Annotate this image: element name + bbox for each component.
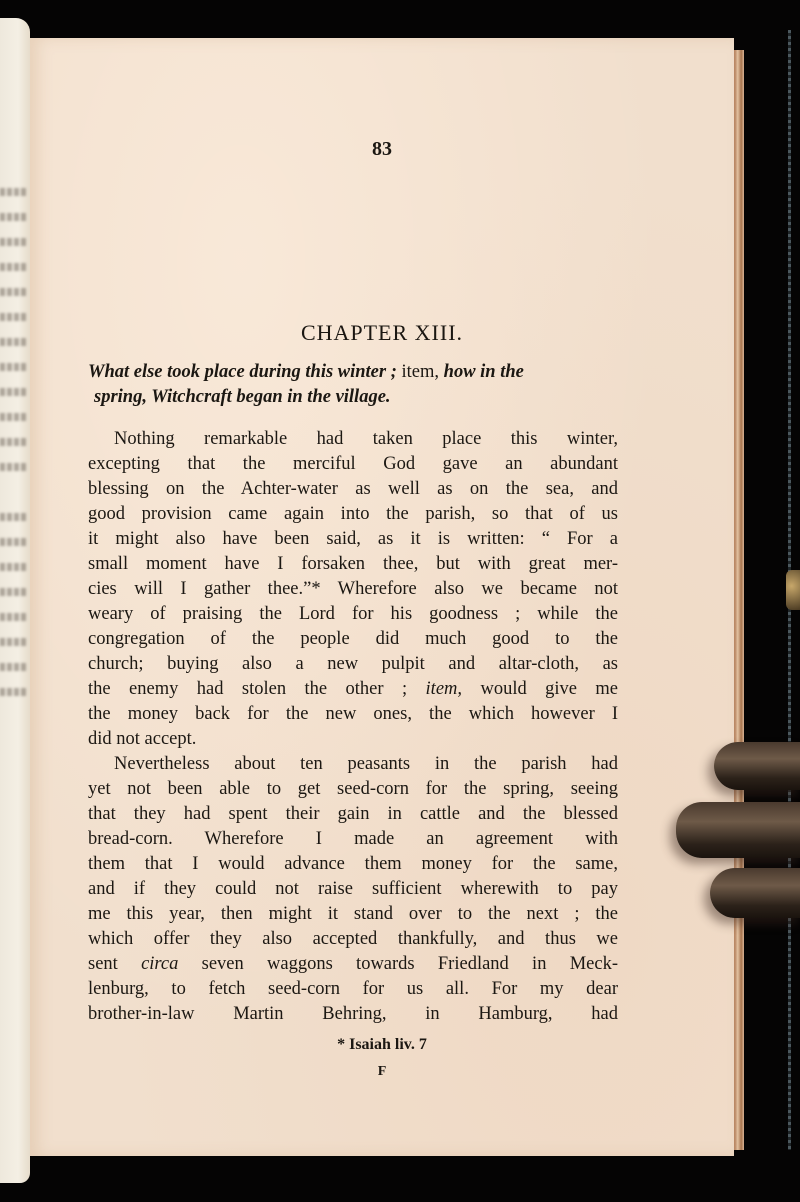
clasp-lobe: [676, 802, 800, 858]
text-line: [88, 677, 618, 702]
text-line: Nevertheless about ten peasants in the parish had: [114, 754, 618, 774]
summary-text: how in the: [443, 362, 524, 382]
clasp-lobe: [714, 742, 800, 790]
text-line: weary of praising the Lord for his goodness ; while the: [88, 604, 618, 624]
ghost-text-line: [0, 613, 28, 621]
text-line: Nothing remarkable had taken place this winter,: [114, 429, 618, 449]
brass-clasp-fitting: [786, 570, 800, 610]
text-line: [88, 952, 618, 977]
ghost-text-line: [0, 688, 28, 696]
ghost-text-line: [0, 663, 28, 671]
ghost-text-gap: [0, 488, 28, 496]
signature-mark: F: [377, 1064, 387, 1079]
summary-item-word: item,: [396, 362, 444, 382]
ghost-text-line: [0, 513, 28, 521]
body-text: [88, 427, 618, 1027]
text-line: lenburg, to fetch seed-corn for us all. For my dear: [88, 979, 618, 999]
text-line: me this year, then might it stand over to the next ; the: [88, 904, 618, 924]
ghost-text-line: [0, 338, 28, 346]
text-line: brother-in-law Martin Behring, in Hamburg, had: [88, 1004, 618, 1024]
text-line: did not accept.: [88, 729, 197, 749]
previous-page-blurred-text: [0, 188, 30, 713]
book-clasp: [676, 730, 800, 930]
text-line: them that I would advance them money for the same,: [88, 854, 618, 874]
text-line: church; buying also a new pulpit and altar-cloth, as: [88, 654, 618, 674]
previous-page-curl: [0, 18, 30, 1183]
text-line: cies will I gather thee.”* Wherefore also we became not: [88, 579, 618, 599]
ghost-text-line: [0, 388, 28, 396]
summary-text: What else took place during this winter ;: [88, 362, 397, 382]
text-line: the money back for the new ones, the which however I: [88, 704, 618, 724]
ghost-text-line: [0, 638, 28, 646]
book-page: [30, 38, 734, 1156]
ghost-text-line: [0, 588, 28, 596]
text-line: excepting that the merciful God gave an abundant: [88, 454, 618, 474]
chapter-heading: CHAPTER XIII.: [300, 320, 464, 345]
text-line: good provision came again into the parish, so that of us: [88, 504, 618, 524]
ghost-text-line: [0, 538, 28, 546]
clasp-lobe: [710, 868, 800, 918]
text-line: small moment have I forsaken thee, but with great mer-: [88, 554, 618, 574]
text-line: it might also have been said, as it is written: “ For a: [88, 529, 618, 549]
italic-circa: circa: [141, 954, 179, 974]
text-line: which offer they also accepted thankfully, and thus we: [88, 929, 618, 949]
page-number: 83: [372, 138, 392, 160]
italic-item: item,: [425, 679, 463, 699]
ghost-text-line: [0, 563, 28, 571]
text-run: the enemy had stolen the other ;: [88, 679, 426, 699]
ghost-text-line: [0, 363, 28, 371]
text-line: yet not been able to get seed-corn for the spring, seeing: [88, 779, 618, 799]
ghost-text-line: [0, 313, 28, 321]
text-run: seven waggons towards Friedland in Meck-: [178, 954, 618, 974]
chapter-summary: [88, 360, 618, 410]
ghost-text-line: [0, 438, 28, 446]
ghost-text-line: [0, 263, 28, 271]
ghost-text-line: [0, 413, 28, 421]
summary-text-line2: spring, Witchcraft began in the village.: [94, 387, 391, 407]
ghost-text-line: [0, 213, 28, 221]
ghost-text-line: [0, 188, 28, 196]
ghost-text-line: [0, 463, 28, 471]
text-line: blessing on the Achter-water as well as on the sea, and: [88, 479, 618, 499]
text-line: bread-corn. Wherefore I made an agreement with: [88, 829, 618, 849]
text-line: that they had spent their gain in cattle and the blessed: [88, 804, 618, 824]
text-line: congregation of the people did much good to the: [88, 629, 618, 649]
footnote: * Isaiah liv. 7: [337, 1036, 427, 1053]
ghost-text-line: [0, 288, 28, 296]
ghost-text-line: [0, 238, 28, 246]
text-run: sent: [88, 954, 142, 974]
text-run: would give me: [462, 679, 619, 699]
text-line: and if they could not raise sufficient wherewith to pay: [88, 879, 618, 899]
